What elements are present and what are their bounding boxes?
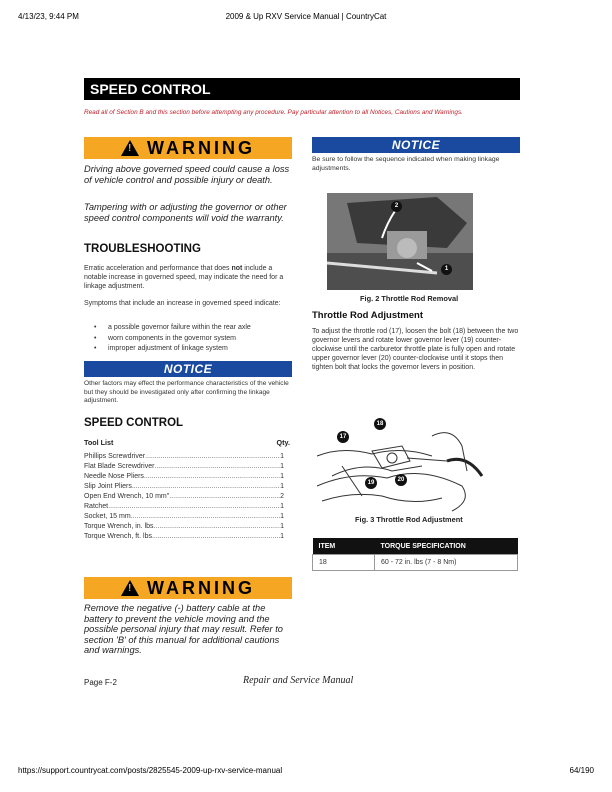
- table-cell: 18: [313, 555, 375, 571]
- manual-signature: Repair and Service Manual: [243, 675, 354, 686]
- notice-text: Other factors may effect the performance characteristics of the vehicle but they should be investigated only after confirming the linkage adjustment.: [84, 380, 289, 404]
- list-item: Needle Nose Pliers ..... 1: [84, 472, 284, 482]
- callout-marker: 1: [441, 264, 452, 275]
- column-header: ITEM: [313, 538, 375, 555]
- figure-caption: Fig. 3 Throttle Rod Adjustment: [355, 515, 463, 524]
- throttle-rod-removal-photo: [327, 193, 473, 290]
- notice-text: Be sure to follow the sequence indicated when making linkage adjustments.: [312, 156, 500, 172]
- list-item: Open End Wrench, 10 mm" ..... 2: [84, 492, 284, 502]
- print-url: https://support.countrycat.com/posts/2825545-2009-up-rxv-service-manual: [18, 766, 283, 775]
- list-item: Slip Joint Pliers ..... 1: [84, 482, 284, 492]
- tool-list-label: Tool List: [84, 438, 114, 447]
- callout-marker: 20: [395, 474, 407, 486]
- warning-banner: [84, 577, 292, 599]
- warning-text: Driving above governed speed could cause a loss of vehicle control and possible injury or death.: [84, 164, 290, 185]
- callout-marker: 2: [391, 201, 402, 212]
- warning-triangle-icon: [121, 580, 139, 596]
- callout-marker: 19: [365, 477, 377, 489]
- troubleshooting-paragraph: Erratic acceleration and performance that does not include a notable increase in governed speed, may indicate the need for a linkage adjustment.: [84, 265, 284, 290]
- tool-list-header: [84, 438, 290, 447]
- intro-text: Read all of Section B and this section before attempting any procedure. Pay particular attention to all Notices, Cautions and Warnings.: [84, 109, 463, 116]
- print-datetime: 4/13/23, 9:44 PM: [18, 12, 79, 21]
- qty-label: Qty.: [276, 438, 290, 447]
- speed-control-heading: SPEED CONTROL: [84, 417, 184, 429]
- warning-triangle-icon: [121, 140, 139, 156]
- tool-list: [84, 452, 284, 542]
- warning-label: WARNING: [147, 577, 255, 598]
- list-item: Socket, 15 mm ..... 1: [84, 512, 284, 522]
- symptoms-list: [84, 323, 294, 355]
- list-item: Flat Blade Screwdriver ..... 1: [84, 462, 284, 472]
- warning-label: WARNING: [147, 137, 255, 158]
- symptoms-paragraph: Symptoms that include an increase in governed speed indicate:: [84, 300, 281, 307]
- callout-marker: 17: [337, 431, 349, 443]
- list-item: • a possible governor failure within the rear axle: [84, 323, 294, 332]
- warning-banner: [84, 137, 292, 159]
- print-page-count: 64/190: [569, 766, 594, 775]
- troubleshooting-heading: TROUBLESHOOTING: [84, 243, 201, 255]
- page-title: SPEED CONTROL: [84, 78, 520, 100]
- print-page-title: 2009 & Up RXV Service Manual | CountryCat: [225, 12, 387, 21]
- notice-banner: NOTICE: [312, 137, 520, 153]
- figure-caption: Fig. 2 Throttle Rod Removal: [360, 294, 459, 303]
- table-header-row: [313, 538, 518, 555]
- table-cell: 60 - 72 in. lbs (7 - 8 Nm): [375, 555, 518, 571]
- warning-text: Tampering with or adjusting the governor or other speed control components will void the warranty.: [84, 202, 287, 223]
- line-drawing-illustration: [312, 416, 487, 512]
- list-item: Torque Wrench, in. lbs ..... 1: [84, 522, 284, 532]
- throttle-rod-adjustment-drawing: [312, 416, 487, 512]
- notice-banner: NOTICE: [84, 361, 292, 377]
- list-item: • worn components in the governor system: [84, 334, 294, 343]
- page-number: Page F-2: [84, 678, 117, 687]
- warning-text: Remove the negative (-) battery cable at the battery to prevent the vehicle moving and the possible personal injury that may result. Refer to section 'B' of this manual for additional cautions and warnings.: [84, 603, 283, 655]
- throttle-paragraph: To adjust the throttle rod (17), loosen the bolt (18) between the two governor levers and rotate lower governor lever (19) counter-clockwise until the carburetor throttle plate is fully open and rotate upper governor lever (20) counter-clockwise until it stops then tighten bolt that locks the governor levers in position.: [312, 328, 519, 371]
- list-item: • improper adjustment of linkage system: [84, 344, 294, 353]
- column-header: TORQUE SPECIFICATION: [375, 538, 518, 555]
- throttle-heading: Throttle Rod Adjustment: [312, 310, 423, 321]
- list-item: Ratchet ..... 1: [84, 502, 284, 512]
- list-item: Phillips Screwdriver ..... 1: [84, 452, 284, 462]
- torque-table: [312, 538, 518, 571]
- callout-marker: 18: [374, 418, 386, 430]
- table-row: [313, 555, 518, 571]
- list-item: Torque Wrench, ft. lbs ..... 1: [84, 532, 284, 542]
